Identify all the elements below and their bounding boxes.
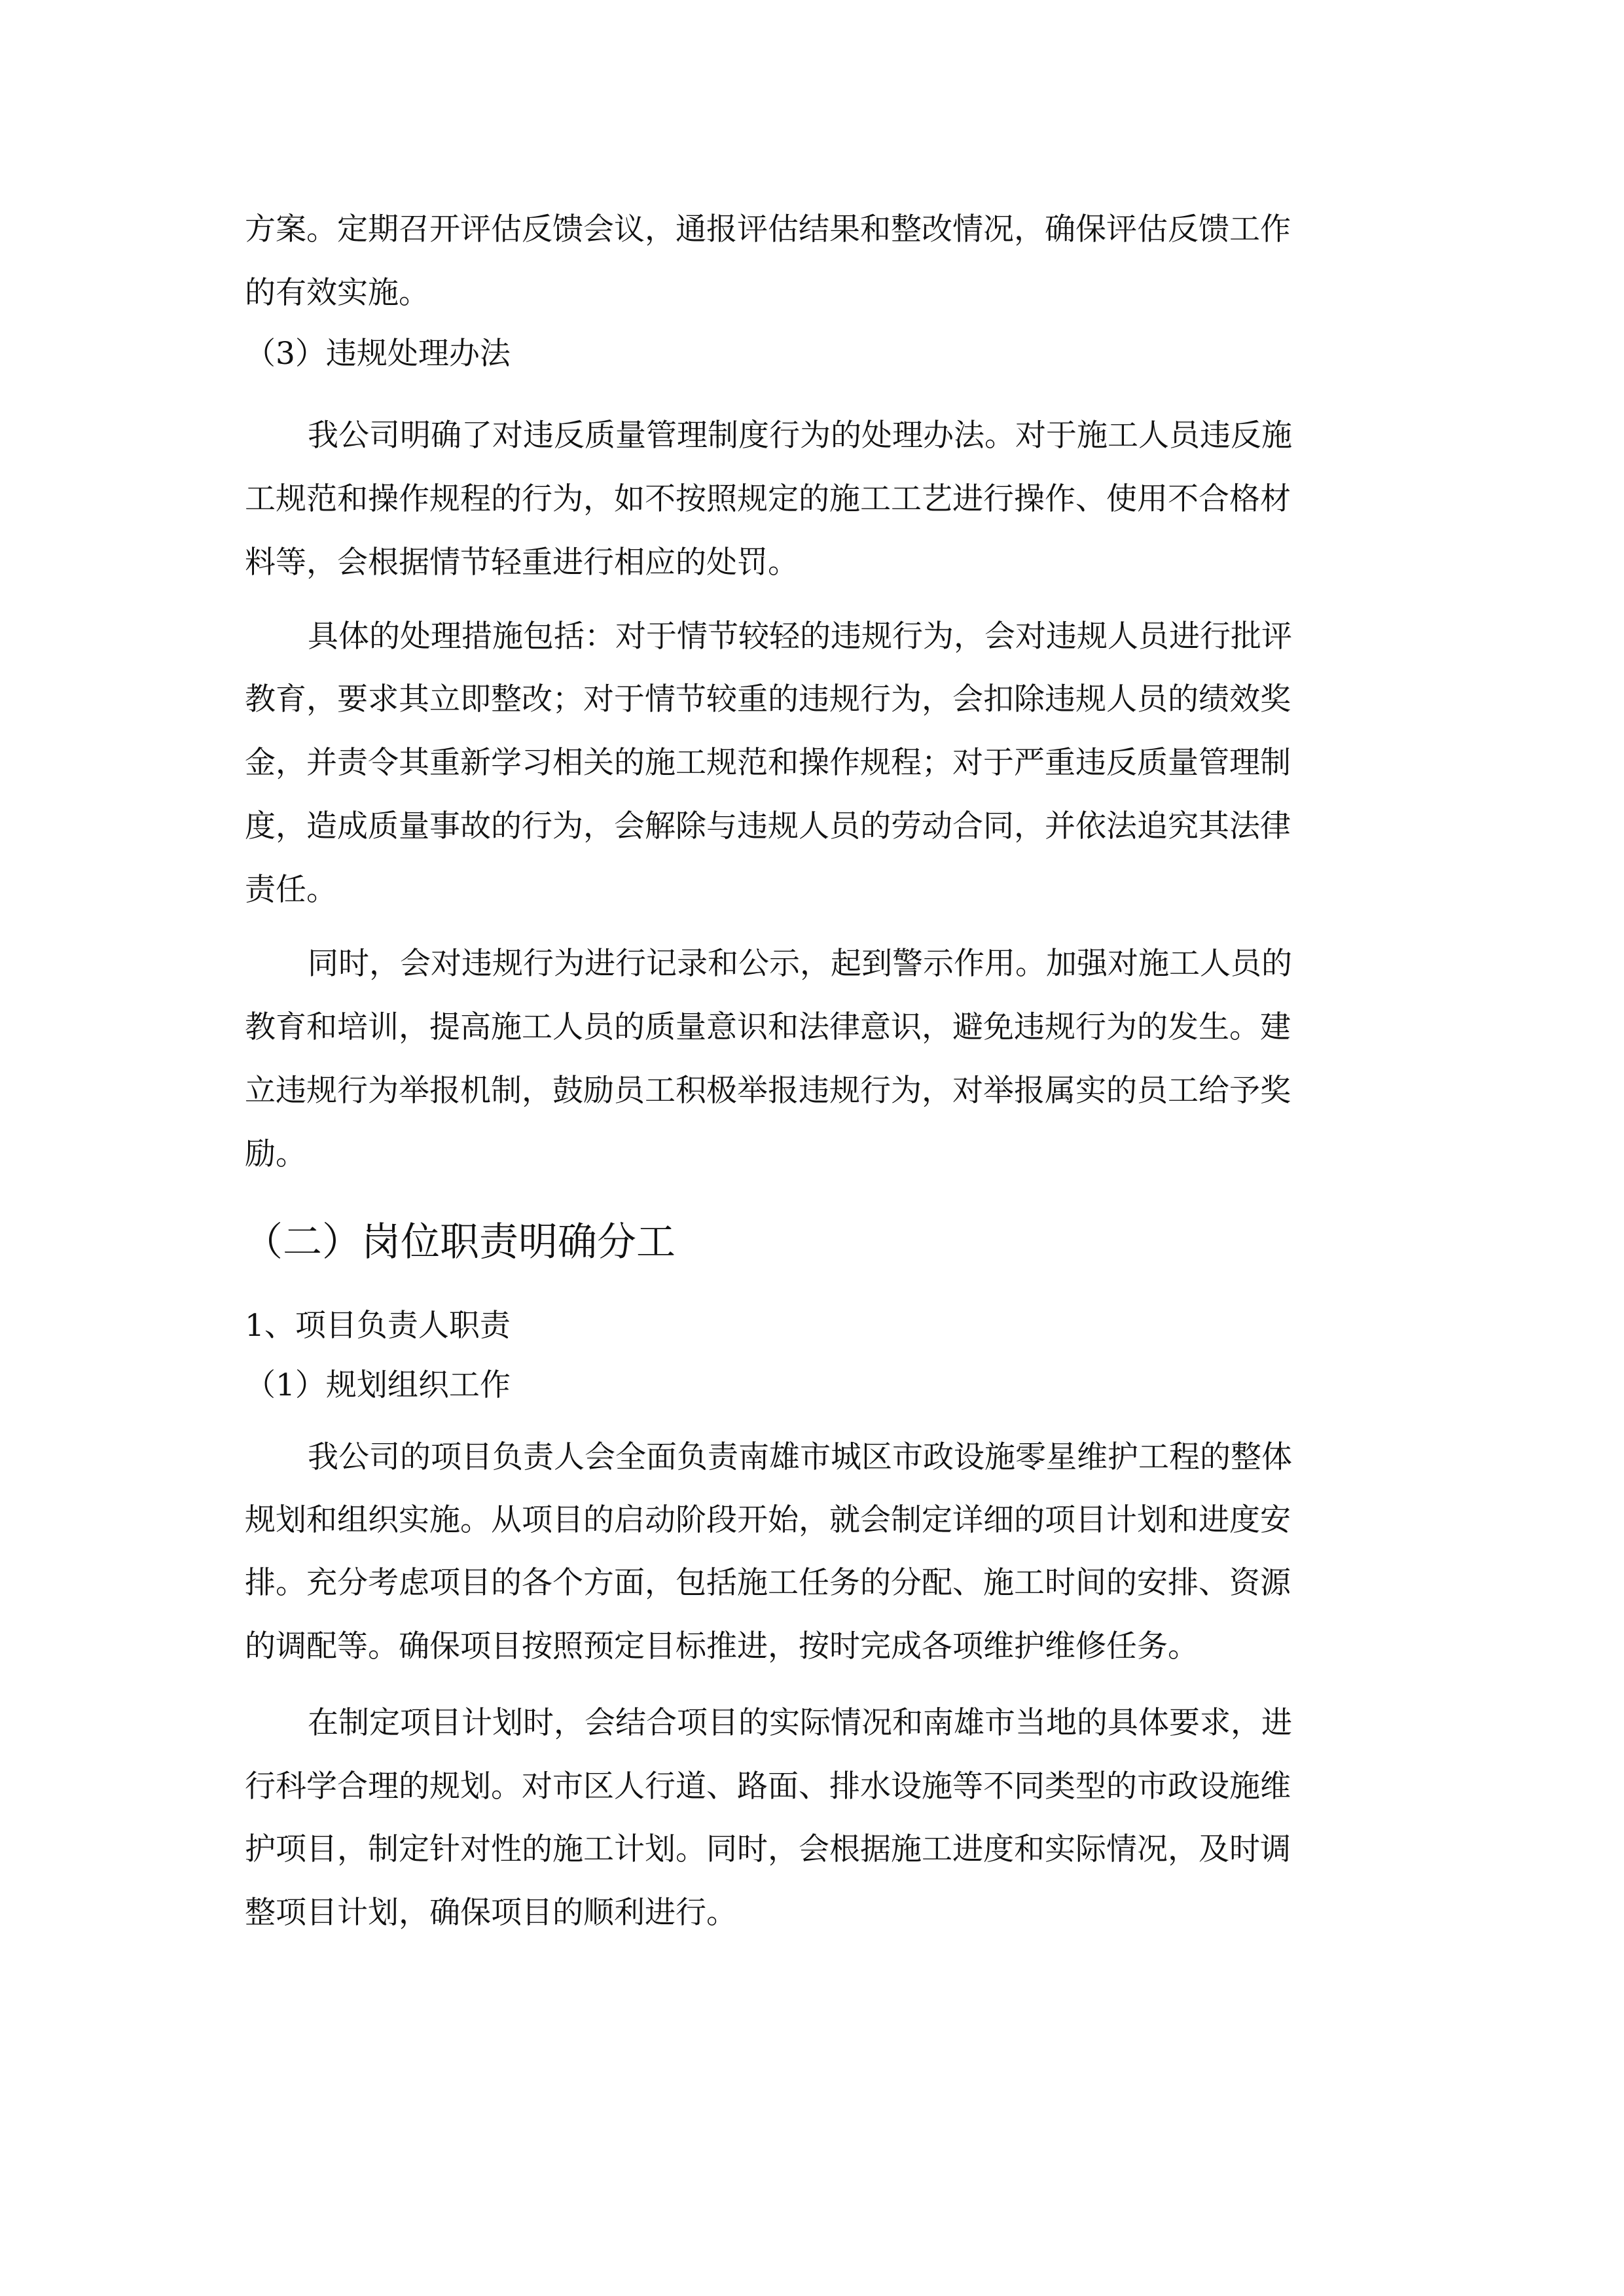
paragraph-line: 度，造成质量事故的行为，会解除与违规人员的劳动合同，并依法追究其法律: [245, 808, 1291, 844]
section-subheading: 1、项目负责人职责: [245, 1308, 511, 1344]
paragraph-line: 的调配等。确保项目按照预定目标推进，按时完成各项维护维修任务。: [245, 1628, 1199, 1664]
paragraph-line: 护项目，制定针对性的施工计划。同时，会根据施工进度和实际情况，及时调: [245, 1831, 1291, 1867]
paragraph-line: 工规范和操作规程的行为，如不按照规定的施工工艺进行操作、使用不合格材: [245, 481, 1291, 517]
paragraph-line: 方案。定期召开评估反馈会议，通报评估结果和整改情况，确保评估反馈工作: [245, 211, 1291, 247]
paragraph-line: 排。充分考虑项目的各个方面，包括施工任务的分配、施工时间的安排、资源: [245, 1565, 1291, 1601]
paragraph-line: 金，并责令其重新学习相关的施工规范和操作规程；对于严重违反质量管理制: [245, 745, 1291, 781]
paragraph-line: 料等，会根据情节轻重进行相应的处罚。: [245, 545, 799, 581]
paragraph-line: 规划和组织实施。从项目的启动阶段开始，就会制定详细的项目计划和进度安: [245, 1502, 1291, 1538]
paragraph-line: 同时，会对违规行为进行记录和公示，起到警示作用。加强对施工人员的: [308, 946, 1292, 982]
paragraph-line: 的有效实施。: [245, 275, 429, 311]
paragraph-line: 励。: [245, 1136, 306, 1172]
paragraph-line: 教育，要求其立即整改；对于情节较重的违规行为，会扣除违规人员的绩效奖: [245, 681, 1291, 717]
paragraph-line: 我公司明确了对违反质量管理制度行为的处理办法。对于施工人员违反施: [308, 418, 1292, 454]
paragraph-line: 行科学合理的规划。对市区人行道、路面、排水设施等不同类型的市政设施维: [245, 1768, 1291, 1804]
subsection-heading: （1）规划组织工作: [245, 1367, 511, 1403]
paragraph-line: 我公司的项目负责人会全面负责南雄市城区市政设施零星维护工程的整体: [308, 1439, 1292, 1475]
section-heading: （二）岗位职责明确分工: [244, 1219, 676, 1265]
paragraph-line: 责任。: [245, 872, 337, 908]
paragraph-line: 整项目计划，确保项目的顺利进行。: [245, 1895, 737, 1931]
paragraph-line: 具体的处理措施包括：对于情节较轻的违规行为，会对违规人员进行批评: [308, 619, 1292, 655]
paragraph-line: 在制定项目计划时，会结合项目的实际情况和南雄市当地的具体要求，进: [308, 1705, 1292, 1741]
paragraph-line: 立违规行为举报机制，鼓励员工积极举报违规行为，对举报属实的员工给予奖: [245, 1073, 1291, 1109]
subsection-heading: （3）违规处理办法: [245, 336, 511, 372]
paragraph-line: 教育和培训，提高施工人员的质量意识和法律意识，避免违规行为的发生。建: [245, 1009, 1291, 1045]
